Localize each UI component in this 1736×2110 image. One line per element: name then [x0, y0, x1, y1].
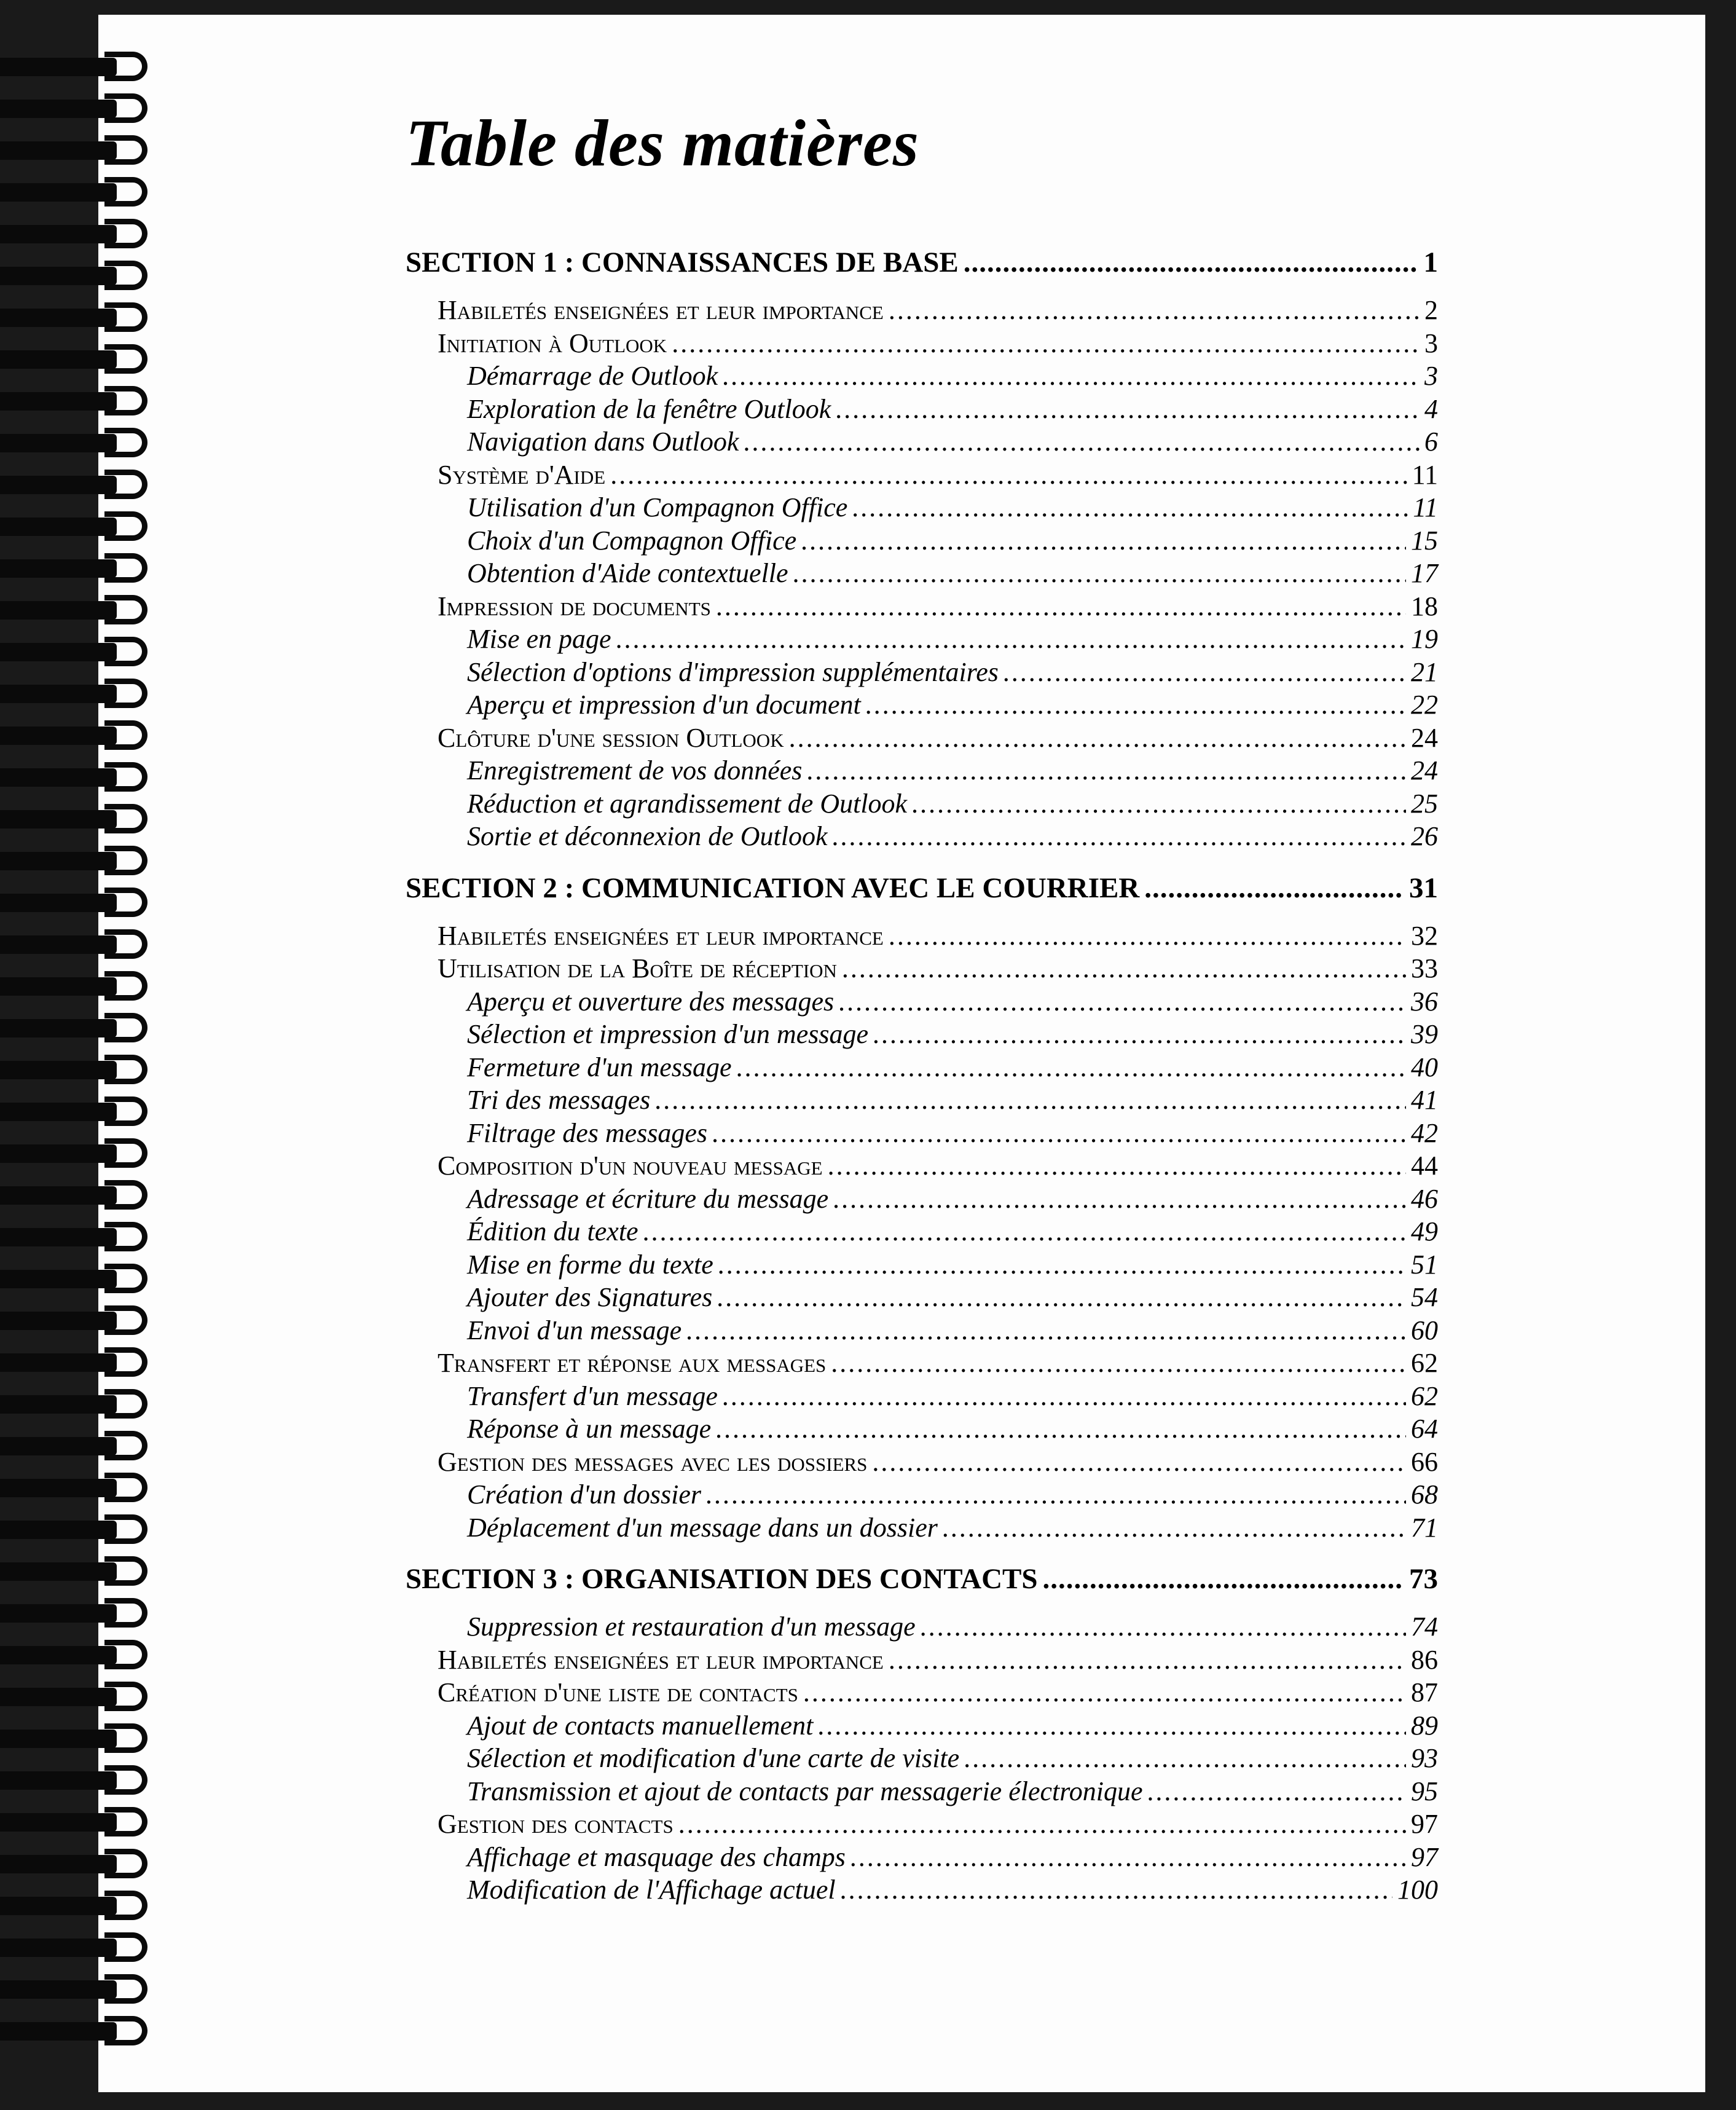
binding-ring	[0, 300, 154, 336]
toc-entry-label: Composition d'un nouveau message	[438, 1151, 823, 1181]
binding-ring	[0, 1805, 154, 1840]
toc-entry-label: Transfert d'un message	[467, 1380, 718, 1411]
binding-ring	[0, 1303, 154, 1339]
dot-leader	[801, 524, 1406, 557]
toc-entry-page-number: 26	[1411, 821, 1438, 851]
toc-entry-topic	[406, 1281, 1438, 1314]
toc-entry-chapter	[406, 1808, 1438, 1841]
toc-entry-label: Ajout de contacts manuellement	[467, 1710, 814, 1741]
dot-leader	[718, 1248, 1406, 1281]
binding-ring	[0, 91, 154, 127]
binding-ring	[0, 592, 154, 628]
toc-entry-label: Ajouter des Signatures	[467, 1282, 713, 1312]
toc-entry-topic	[406, 623, 1438, 656]
toc-entry-chapter	[406, 294, 1438, 327]
toc-entry-page-number: 6	[1424, 427, 1438, 457]
binding-ring	[0, 551, 154, 586]
binding-ring	[0, 1512, 154, 1548]
toc-entry-page-number: 4	[1424, 393, 1438, 424]
binding-ring	[0, 342, 154, 377]
dot-leader	[807, 754, 1406, 787]
toc-entry-label: Fermeture d'un message	[467, 1052, 732, 1082]
toc-entry-chapter	[406, 1347, 1438, 1380]
toc-entry-label: Exploration de la fenêtre Outlook	[467, 393, 831, 424]
binding-ring	[0, 1721, 154, 1757]
toc-entry-chapter	[406, 952, 1438, 985]
binding-ring	[0, 1428, 154, 1464]
binding-ring	[0, 1888, 154, 1924]
binding-ring	[0, 1972, 154, 2007]
toc-entry-chapter	[406, 590, 1438, 623]
binding-ring	[0, 1637, 154, 1673]
toc-entry-label: Gestion des contacts	[438, 1809, 674, 1839]
toc-entry-topic	[406, 1841, 1438, 1874]
toc-entry-label: SECTION 2 : COMMUNICATION AVEC LE COURRIER	[406, 872, 1140, 904]
dot-leader	[723, 1380, 1406, 1413]
toc-entry-label: Mise en page	[467, 624, 611, 654]
toc-entry-chapter	[406, 722, 1438, 755]
dot-leader	[744, 425, 1420, 459]
dot-leader	[852, 491, 1408, 524]
toc-entry-label: Démarrage de Outlook	[467, 361, 718, 391]
toc-entry-page-number: 62	[1411, 1380, 1438, 1411]
toc-entry-page-number: 64	[1411, 1414, 1438, 1444]
binding-ring	[0, 467, 154, 503]
binding-ring	[0, 1554, 154, 1589]
dot-leader	[678, 1808, 1406, 1841]
binding-ring	[0, 1345, 154, 1380]
toc-entry-label: Mise en forme du texte	[467, 1249, 713, 1280]
dot-leader	[873, 1018, 1406, 1051]
toc-entry-page-number: 74	[1411, 1612, 1438, 1642]
toc-entry-topic	[406, 1775, 1438, 1808]
binding-ring	[0, 509, 154, 545]
page-title: Table des matières	[406, 107, 919, 180]
binding-ring	[0, 969, 154, 1004]
binding-ring	[0, 801, 154, 837]
toc-entry-page-number: 54	[1411, 1282, 1438, 1312]
dot-leader	[842, 952, 1406, 985]
dot-leader	[686, 1314, 1406, 1347]
dot-leader	[655, 1084, 1406, 1117]
toc-entry-page-number: 17	[1411, 558, 1438, 588]
dot-leader	[828, 1149, 1406, 1183]
toc-entry-page-number: 15	[1411, 525, 1438, 556]
binding-ring	[0, 1930, 154, 1966]
toc-entry-page-number: 21	[1411, 656, 1438, 687]
dot-leader	[818, 1709, 1406, 1742]
binding-ring	[0, 133, 154, 168]
binding-ring	[0, 760, 154, 795]
dot-leader	[1004, 656, 1406, 689]
toc-entry-page-number: 41	[1411, 1085, 1438, 1115]
toc-entry-chapter	[406, 459, 1438, 492]
dot-leader	[716, 590, 1406, 623]
dot-leader	[850, 1841, 1406, 1874]
toc-entry-page-number: 24	[1411, 722, 1438, 753]
toc-entry-page-number: 62	[1411, 1348, 1438, 1378]
toc-entry-topic	[406, 491, 1438, 524]
toc-entry-topic	[406, 820, 1438, 853]
toc-entry-topic	[406, 557, 1438, 590]
binding-ring	[0, 1136, 154, 1171]
dot-leader	[836, 393, 1420, 426]
toc-entry-label: Obtention d'Aide contextuelle	[467, 558, 788, 588]
dot-leader	[737, 1051, 1406, 1084]
binding-ring	[0, 1178, 154, 1213]
toc-entry-topic	[406, 1380, 1438, 1413]
toc-entry-label: Réduction et agrandissement de Outlook	[467, 788, 908, 819]
binding-ring	[0, 384, 154, 419]
section-gap	[406, 1544, 1438, 1561]
toc-entry-page-number: 68	[1411, 1479, 1438, 1510]
dot-leader	[1144, 870, 1404, 906]
toc-entry-label: Édition du texte	[467, 1216, 638, 1246]
toc-entry-topic	[406, 1709, 1438, 1742]
dot-leader	[912, 787, 1406, 821]
dot-leader	[831, 1347, 1406, 1380]
toc-entry-page-number: 73	[1409, 1563, 1438, 1595]
toc-entry-page-number: 93	[1411, 1743, 1438, 1773]
toc-entry-label: Enregistrement de vos données	[467, 755, 803, 785]
table-of-contents	[406, 245, 1438, 1907]
dot-leader	[610, 459, 1407, 492]
toc-entry-page-number: 95	[1411, 1776, 1438, 1806]
toc-entry-page-number: 25	[1411, 788, 1438, 819]
toc-entry-page-number: 46	[1411, 1183, 1438, 1214]
toc-entry-chapter	[406, 327, 1438, 360]
toc-entry-chapter	[406, 1644, 1438, 1677]
binding-ring	[0, 718, 154, 754]
toc-entry-page-number: 33	[1411, 953, 1438, 983]
toc-entry-label: Modification de l'Affichage actuel	[467, 1875, 836, 1905]
toc-entry-topic	[406, 1511, 1438, 1545]
binding-ring	[0, 1846, 154, 1882]
toc-entry-label: Adressage et écriture du message	[467, 1183, 829, 1214]
toc-entry-section	[406, 1561, 1438, 1597]
toc-entry-label: Suppression et restauration d'un message	[467, 1612, 916, 1642]
binding-ring	[0, 1596, 154, 1631]
toc-entry-page-number: 24	[1411, 755, 1438, 785]
dot-leader	[1147, 1775, 1406, 1808]
toc-entry-page-number: 11	[1413, 492, 1438, 522]
toc-entry-topic	[406, 656, 1438, 689]
toc-entry-topic	[406, 393, 1438, 426]
dot-leader	[803, 1676, 1406, 1709]
toc-entry-topic	[406, 1117, 1438, 1150]
dot-leader	[943, 1511, 1406, 1545]
section-gap	[406, 853, 1438, 870]
toc-entry-page-number: 97	[1411, 1809, 1438, 1839]
toc-entry-label: Filtrage des messages	[467, 1117, 708, 1148]
toc-entry-chapter	[406, 919, 1438, 953]
dot-leader	[672, 327, 1420, 360]
toc-entry-topic	[406, 985, 1438, 1018]
toc-content	[406, 107, 1438, 1907]
toc-entry-label: Sélection d'options d'impression supplémentaires	[467, 656, 999, 687]
toc-entry-page-number: 42	[1411, 1117, 1438, 1148]
toc-entry-label: Tri des messages	[467, 1085, 651, 1115]
toc-entry-label: Système d'Aide	[438, 459, 606, 490]
dot-leader	[793, 557, 1406, 590]
toc-entry-chapter	[406, 1149, 1438, 1183]
toc-entry-label: Impression de documents	[438, 591, 711, 621]
toc-entry-page-number: 1	[1423, 246, 1438, 278]
toc-entry-page-number: 22	[1411, 690, 1438, 720]
toc-entry-label: Déplacement d'un message dans un dossier	[467, 1512, 938, 1543]
dot-leader	[889, 919, 1406, 953]
toc-entry-topic	[406, 425, 1438, 459]
toc-entry-section	[406, 245, 1438, 280]
binding-ring	[0, 843, 154, 879]
dot-leader	[833, 1183, 1406, 1216]
toc-entry-topic	[406, 787, 1438, 821]
toc-entry-page-number: 18	[1411, 591, 1438, 621]
toc-entry-label: Gestion des messages avec les dossiers	[438, 1446, 868, 1477]
toc-entry-page-number: 44	[1411, 1151, 1438, 1181]
toc-entry-page-number: 87	[1411, 1677, 1438, 1707]
dot-leader	[889, 1644, 1406, 1677]
toc-entry-label: Aperçu et impression d'un document	[467, 690, 861, 720]
binding-ring	[0, 885, 154, 921]
toc-entry-label: Transmission et ajout de contacts par messagerie électronique	[467, 1776, 1143, 1806]
toc-entry-page-number: 3	[1424, 328, 1438, 358]
binding-ring	[0, 258, 154, 294]
toc-entry-label: Envoi d'un message	[467, 1315, 682, 1345]
toc-entry-page-number: 86	[1411, 1644, 1438, 1675]
toc-entry-topic	[406, 1051, 1438, 1084]
toc-entry-page-number: 60	[1411, 1315, 1438, 1345]
toc-entry-label: Utilisation d'un Compagnon Office	[467, 492, 848, 522]
dot-leader	[921, 1610, 1406, 1644]
toc-entry-topic	[406, 1084, 1438, 1117]
binding-ring	[0, 1261, 154, 1297]
binding-ring	[0, 676, 154, 712]
toc-entry-page-number: 40	[1411, 1052, 1438, 1082]
toc-entry-topic	[406, 1873, 1438, 1907]
toc-entry-page-number: 100	[1397, 1875, 1438, 1905]
toc-entry-topic	[406, 1215, 1438, 1248]
toc-entry-page-number: 71	[1411, 1512, 1438, 1543]
toc-entry-page-number: 19	[1411, 624, 1438, 654]
toc-entry-label: Transfert et réponse aux messages	[438, 1348, 827, 1378]
toc-entry-page-number: 89	[1411, 1710, 1438, 1741]
binding-ring	[0, 1094, 154, 1130]
toc-entry-label: Habiletés enseignées et leur importance	[438, 295, 884, 325]
dot-leader	[723, 360, 1420, 393]
toc-entry-page-number: 66	[1411, 1446, 1438, 1477]
toc-entry-topic	[406, 1610, 1438, 1644]
binding-ring	[0, 927, 154, 962]
toc-entry-label: Création d'un dossier	[467, 1479, 701, 1510]
toc-entry-label: Initiation à Outlook	[438, 328, 667, 358]
toc-entry-label: Sélection et modification d'une carte de visite	[467, 1743, 960, 1773]
binding-ring	[0, 175, 154, 210]
toc-entry-topic	[406, 524, 1438, 557]
toc-entry-page-number: 31	[1409, 872, 1438, 904]
toc-entry-label: Sortie et déconnexion de Outlook	[467, 821, 828, 851]
toc-entry-label: Navigation dans Outlook	[467, 427, 739, 457]
toc-entry-page-number: 32	[1411, 920, 1438, 951]
toc-entry-topic	[406, 1248, 1438, 1281]
dot-leader	[789, 722, 1406, 755]
toc-entry-label: Clôture d'une session Outlook	[438, 722, 784, 753]
binding-ring	[0, 1763, 154, 1798]
binding-ring	[0, 1470, 154, 1506]
toc-entry-label: Sélection et impression d'un message	[467, 1019, 868, 1049]
binding-ring	[0, 216, 154, 252]
toc-entry-topic	[406, 1314, 1438, 1347]
toc-entry-label: SECTION 3 : ORGANISATION DES CONTACTS	[406, 1563, 1038, 1595]
dot-leader	[643, 1215, 1406, 1248]
toc-entry-page-number: 97	[1411, 1841, 1438, 1872]
binding-ring	[0, 1052, 154, 1088]
dot-leader	[716, 1412, 1406, 1446]
toc-entry-label: Aperçu et ouverture des messages	[467, 986, 835, 1017]
spiral-binding	[0, 49, 160, 2077]
dot-leader	[832, 820, 1406, 853]
toc-entry-topic	[406, 688, 1438, 722]
dot-leader	[1043, 1561, 1404, 1597]
toc-entry-page-number: 3	[1424, 361, 1438, 391]
toc-entry-page-number: 36	[1411, 986, 1438, 1017]
toc-entry-label: Réponse à un message	[467, 1414, 712, 1444]
toc-entry-topic	[406, 1018, 1438, 1051]
toc-entry-chapter	[406, 1446, 1438, 1479]
toc-entry-section	[406, 870, 1438, 906]
toc-entry-page-number: 11	[1412, 459, 1438, 490]
toc-entry-label: Affichage et masquage des champs	[467, 1841, 846, 1872]
toc-entry-topic	[406, 1412, 1438, 1446]
binding-ring	[0, 49, 154, 85]
toc-entry-topic	[406, 1478, 1438, 1511]
dot-leader	[872, 1446, 1406, 1479]
dot-leader	[717, 1281, 1406, 1314]
toc-entry-label: Création d'une liste de contacts	[438, 1677, 798, 1707]
binding-ring	[0, 425, 154, 461]
toc-entry-topic	[406, 360, 1438, 393]
dot-leader	[964, 245, 1419, 280]
dot-leader	[712, 1117, 1406, 1150]
toc-entry-page-number: 49	[1411, 1216, 1438, 1246]
toc-entry-topic	[406, 1742, 1438, 1775]
binding-ring	[0, 1219, 154, 1255]
binding-ring	[0, 1010, 154, 1046]
binding-ring	[0, 1679, 154, 1715]
dot-leader	[964, 1742, 1406, 1775]
dot-leader	[706, 1478, 1406, 1511]
dot-leader	[841, 1873, 1392, 1907]
toc-entry-label: Habiletés enseignées et leur importance	[438, 920, 884, 951]
toc-entry-page-number: 51	[1411, 1249, 1438, 1280]
toc-entry-page-number: 39	[1411, 1019, 1438, 1049]
binding-ring	[0, 2014, 154, 2049]
toc-entry-chapter	[406, 1676, 1438, 1709]
dot-leader	[839, 985, 1406, 1018]
dot-leader	[866, 688, 1406, 722]
toc-entry-label: SECTION 1 : CONNAISSANCES DE BASE	[406, 246, 959, 278]
binding-ring	[0, 634, 154, 670]
toc-entry-label: Habiletés enseignées et leur importance	[438, 1644, 884, 1675]
binding-ring	[0, 1387, 154, 1422]
toc-entry-topic	[406, 1183, 1438, 1216]
toc-entry-page-number: 2	[1424, 295, 1438, 325]
toc-entry-label: Utilisation de la Boîte de réception	[438, 953, 837, 983]
dot-leader	[889, 294, 1420, 327]
toc-entry-label: Choix d'un Compagnon Office	[467, 525, 797, 556]
dot-leader	[616, 623, 1406, 656]
toc-entry-topic	[406, 754, 1438, 787]
